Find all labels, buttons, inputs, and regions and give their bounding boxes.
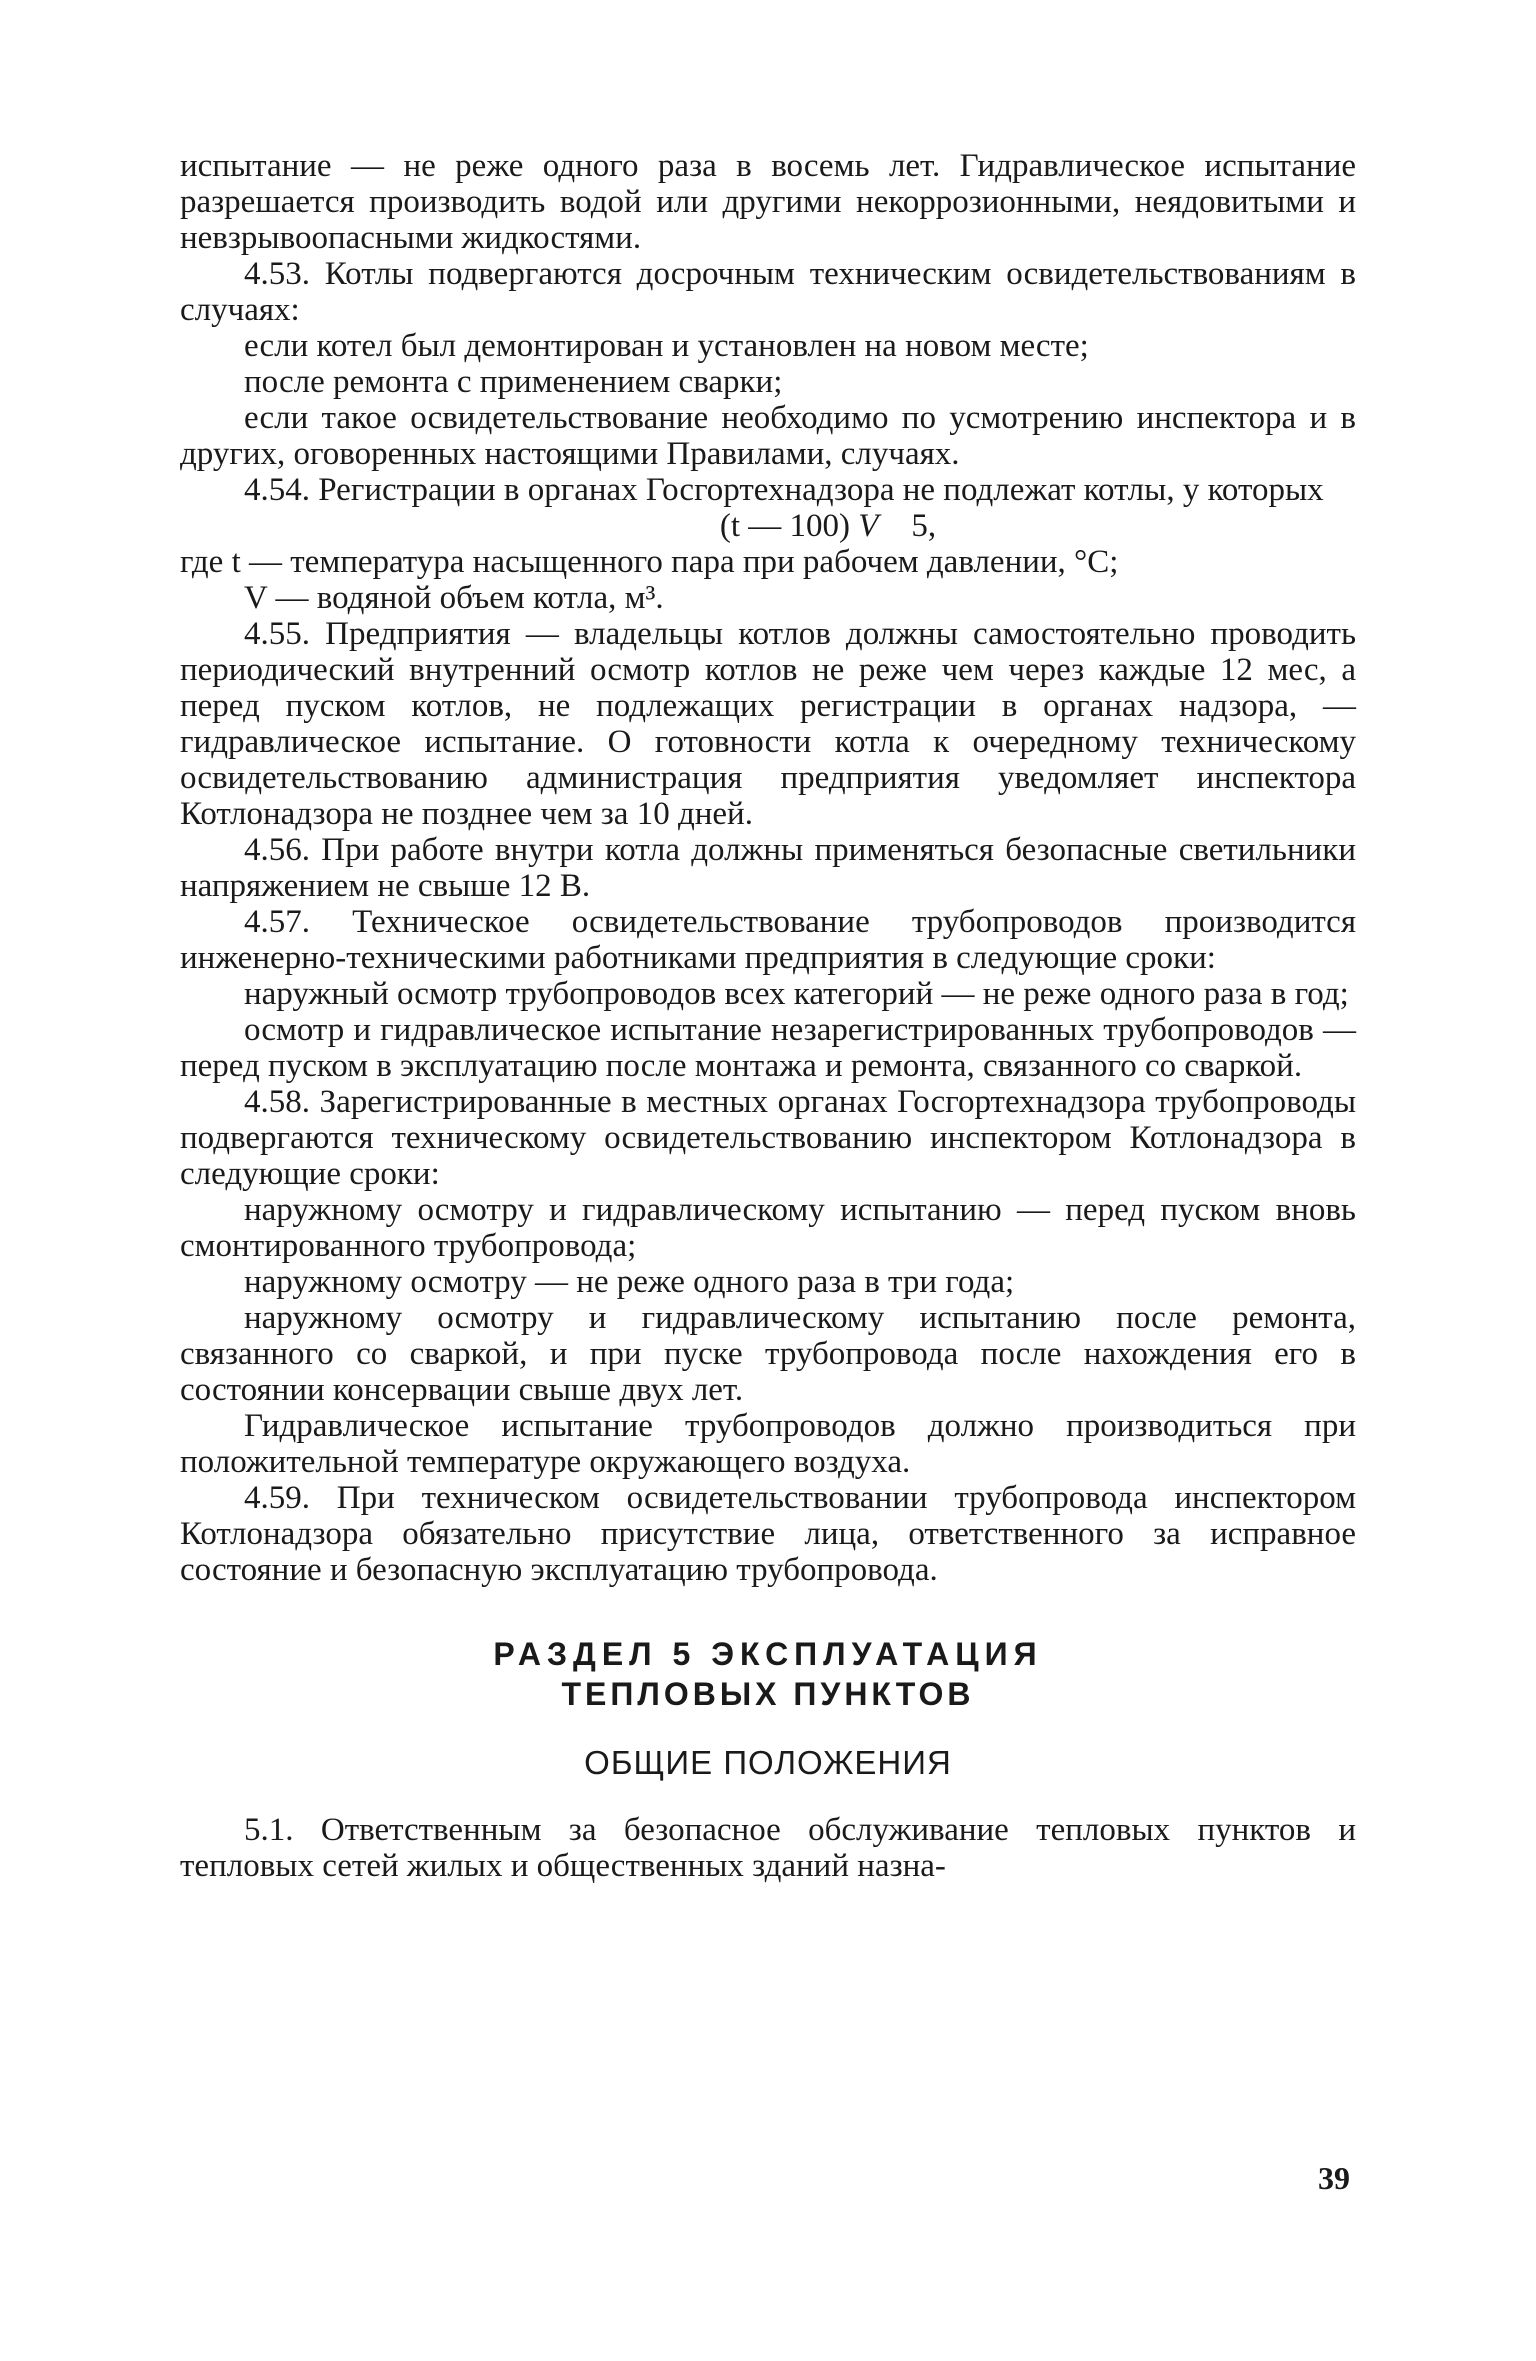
paragraph-block-3: [180, 1812, 1356, 1884]
paragraph: Гидравлическое испытание трубопроводов должно производиться при положительной температуре окружающего воздуха.: [180, 1408, 1356, 1480]
paragraph: осмотр и гидравлическое испытание незарегистрированных трубопроводов — перед пуском в эксплуатацию после монтажа и ремонта, связанного со сваркой.: [180, 1012, 1356, 1084]
paragraph: если котел был демонтирован и установлен на новом месте;: [244, 328, 1089, 364]
sub-heading: ОБЩИЕ ПОЛОЖЕНИЯ: [584, 1744, 952, 1781]
paragraph: 4.57. Техническое освидетельствование трубопроводов производится инженерно-техническими работниками предприятия в следующие сроки:: [180, 904, 1356, 976]
paragraph: 4.53. Котлы подвергаются досрочным техническим освидетельствованиям в случаях:: [180, 256, 1356, 328]
paragraph: 4.59. При техническом освидетельствовании трубопровода инспектором Котлонадзора обязательно присутствие лица, ответственного за исправное состояние и безопасную эксплуатацию трубопровода.: [180, 1480, 1356, 1588]
body-text-2: [180, 1812, 1356, 1884]
formula-left: (t — 100): [719, 508, 850, 544]
formula-right: 5,: [911, 508, 937, 544]
paragraph: если такое освидетельствование необходимо по усмотрению инспектора и в других, оговоренных настоящими Правилами, случаях.: [180, 400, 1356, 472]
paragraph: 5.1. Ответственным за безопасное обслуживание тепловых пунктов и тепловых сетей жилых и общественных зданий назна-: [180, 1812, 1356, 1884]
section-heading-line-2: ТЕПЛОВЫХ ПУНКТОВ: [561, 1676, 975, 1712]
paragraph: наружному осмотру — не реже одного раза в три года;: [244, 1264, 1015, 1300]
formula-var: V: [858, 508, 879, 544]
paragraph: 4.54. Регистрации в органах Госгортехнадзора не подлежат котлы, у которых: [244, 472, 1324, 508]
section-heading-line-1: РАЗДЕЛ 5 ЭКСПЛУАТАЦИЯ: [493, 1636, 1043, 1672]
where-line-2: V — водяной объем котла, м³.: [244, 580, 664, 616]
paragraph-block-1: [180, 148, 1356, 508]
section-heading: [180, 1634, 1356, 1714]
paragraph: 4.56. При работе внутри котла должны применяться безопасные светильники напряжением не свыше 12 В.: [180, 832, 1356, 904]
paragraph: испытание — не реже одного раза в восемь лет. Гидравлическое испытание разрешается производить водой или другими некоррозионными, неядовитыми и невзрывоопасными жидкостями.: [180, 148, 1356, 256]
paragraph-block-2: [180, 616, 1356, 1588]
paragraph: 4.55. Предприятия — владельцы котлов должны самостоятельно проводить периодический внутренний осмотр котлов не реже чем через каждые 12 мес, а перед пуском котлов, не подлежащих регистрации в органах надзора, — гидравлическое испытание. О готовности котла к очередному техническому освидетельствованию администрация предприятия уведомляет инспектора Котлонадзора не позднее чем за 10 дней.: [180, 616, 1356, 832]
where-line-1: где t — температура насыщенного пара при рабочем давлении, °С;: [180, 544, 1119, 580]
paragraph: наружному осмотру и гидравлическому испытанию после ремонта, связанного со сваркой, и при пуске трубопровода после нахождения его в состоянии консервации свыше двух лет.: [180, 1300, 1356, 1408]
page-number: 39: [1318, 2160, 1350, 2196]
paragraph: 4.58. Зарегистрированные в местных органах Госгортехнадзора трубопроводы подвергаются техническому освидетельствованию инспектором Котлонадзора в следующие сроки:: [180, 1084, 1356, 1192]
body-text: [180, 148, 1356, 1588]
paragraph: после ремонта с применением сварки;: [244, 364, 783, 400]
formula: [180, 508, 1356, 544]
paragraph: наружному осмотру и гидравлическому испытанию — перед пуском вновь смонтированного трубопровода;: [180, 1192, 1356, 1264]
paragraph: наружный осмотр трубопроводов всех категорий — не реже одного раза в год;: [244, 976, 1349, 1012]
